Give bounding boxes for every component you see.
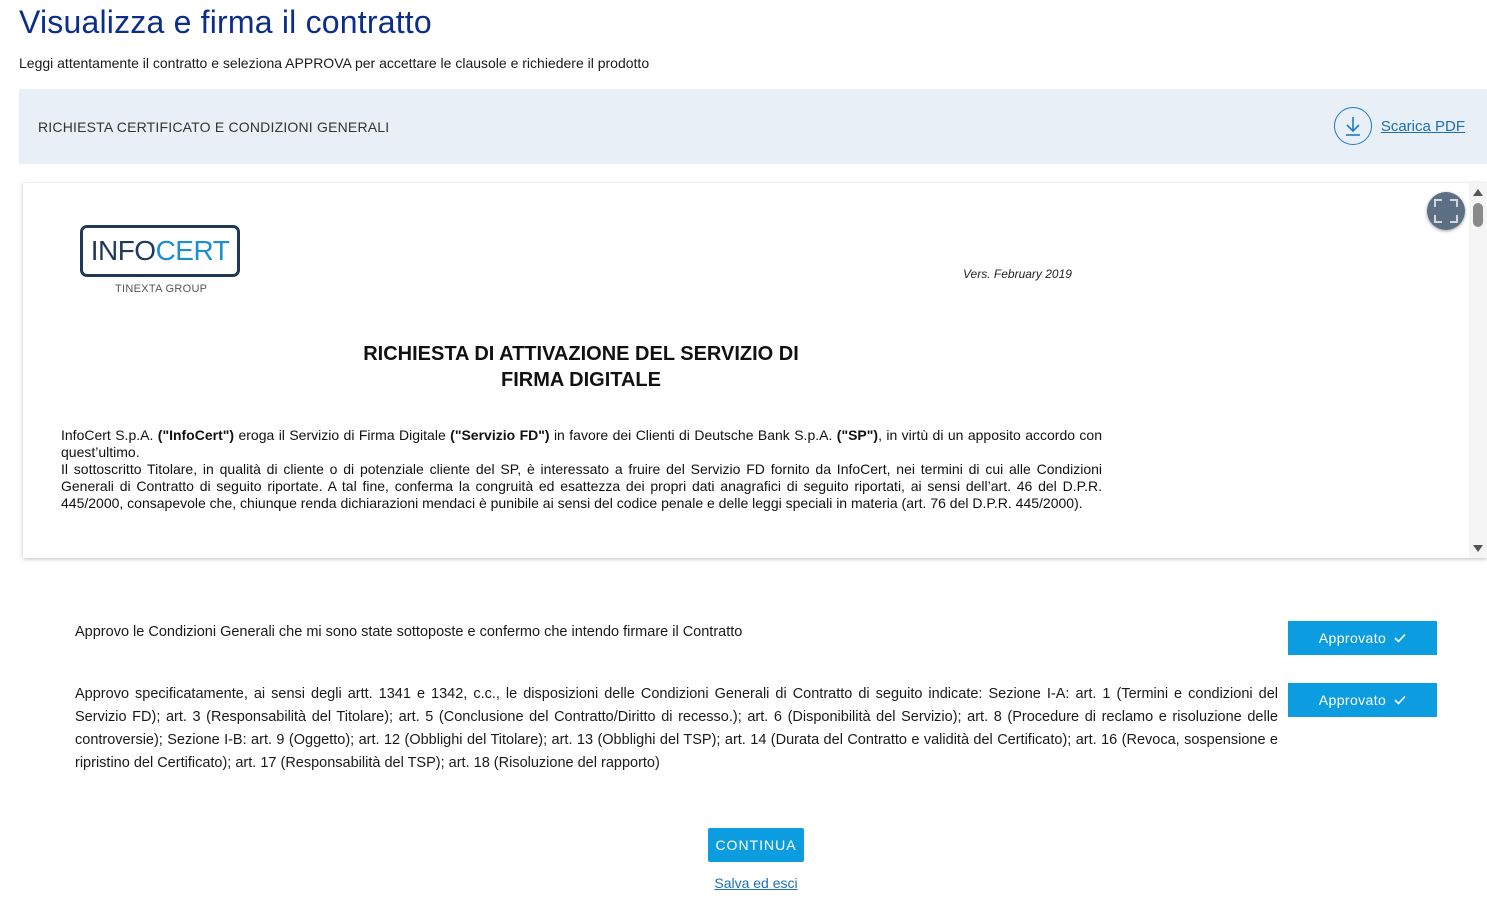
logo-text-info: INFO [90, 235, 156, 266]
save-and-exit-link[interactable]: Salva ed esci [714, 875, 798, 891]
pdf-viewer[interactable] [23, 183, 1487, 558]
continue-button[interactable]: CONTINUA [708, 828, 804, 862]
scroll-thumb[interactable] [1473, 203, 1483, 227]
approval-text-general-conditions: Approvo le Condizioni Generali che mi sono state sottoposte e confermo che intendo firmare il Contratto [75, 624, 743, 640]
scroll-up-arrow-icon[interactable] [1473, 189, 1483, 196]
document-body [61, 427, 1102, 512]
check-icon [1394, 633, 1406, 643]
document-header [19, 89, 1487, 164]
document-version: Vers. February 2019 [963, 267, 1072, 281]
pdf-scrollbar[interactable] [1469, 183, 1487, 558]
infocert-logo [80, 225, 240, 277]
page-title: Visualizza e firma il contratto [19, 4, 432, 40]
approval-text-specific-clauses: Approvo specificatamente, ai sensi degli artt. 1341 e 1342, c.c., le disposizioni delle Condizioni Generali di Contratto di seguito indicate: Sezione I-A: art. 1 (Termini e condizioni del Servizio FD); art. 3 (Responsabilità del Titolare); art. 5 (Conclusione del Contratto/Diritto di recesso.); art. 6 (Disponibilità del Servizio); art. 8 (Procedure di reclamo e risoluzione delle controversie); Sezione I-B: art. 9 (Oggetto); art. 12 (Obblighi del Titolare); art. 13 (Obblighi del TSP); art. 14 (Durata del Contratto e validità del Certificato); art. 16 (Revoca, sospensione e ripristino del Certificato); art. 17 (Responsabilità del TSP); art. 18 (Risoluzione del rapporto) [75, 686, 1278, 771]
approve-button-general-conditions[interactable] [1288, 621, 1437, 655]
page-subtitle: Leggi attentamente il contratto e seleziona APPROVA per accettare le clausole e richiedere il prodotto [19, 55, 650, 71]
document-title [323, 341, 839, 393]
approve-button-label: Approvato [1318, 692, 1387, 708]
logo-text-cert: CERT [155, 235, 230, 266]
approve-button-label: Approvato [1318, 630, 1387, 646]
download-pdf-link[interactable] [1334, 107, 1465, 145]
pdf-page [23, 183, 1467, 558]
approve-button-specific-clauses[interactable] [1288, 683, 1437, 717]
expand-icon [1433, 198, 1459, 224]
document-title-line-1: RICHIESTA DI ATTIVAZIONE DEL SERVIZIO DI [363, 343, 799, 365]
fullscreen-button[interactable] [1427, 192, 1465, 230]
scroll-down-arrow-icon[interactable] [1473, 545, 1483, 552]
document-name: RICHIESTA CERTIFICATO E CONDIZIONI GENERALI [38, 119, 390, 135]
document-paragraph-1: InfoCert S.p.A. ("InfoCert") eroga il Servizio di Firma Digitale ("Servizio FD") in favore dei Clienti di Deutsche Bank S.p.A. ("SP"), in virtù di un apposito accordo con quest’ultimo. [61, 427, 1103, 460]
document-title-line-2: FIRMA DIGITALE [501, 369, 661, 391]
check-icon [1394, 695, 1406, 705]
document-paragraph-2: Il sottoscritto Titolare, in qualità di cliente o di potenziale cliente del SP, è interessato a fruire del Servizio FD fornito da InfoCert, nei termini di cui alle Condizioni Generali di Contratto di seguito riportate. A tal fine, conferma la congruità ed esattezza dei propri dati anagrafici di seguito riportati, ai sensi dell’art. 46 del D.P.R. 445/2000, consapevole che, chiunque renda dichiarazioni mendaci è punibile ai sensi del codice penale e delle leggi speciali in materia (art. 76 del D.P.R. 445/2000). [61, 461, 1102, 511]
logo-subtitle: TINEXTA GROUP [115, 283, 208, 295]
download-pdf-label[interactable]: Scarica PDF [1380, 117, 1465, 135]
download-icon[interactable] [1334, 107, 1372, 145]
